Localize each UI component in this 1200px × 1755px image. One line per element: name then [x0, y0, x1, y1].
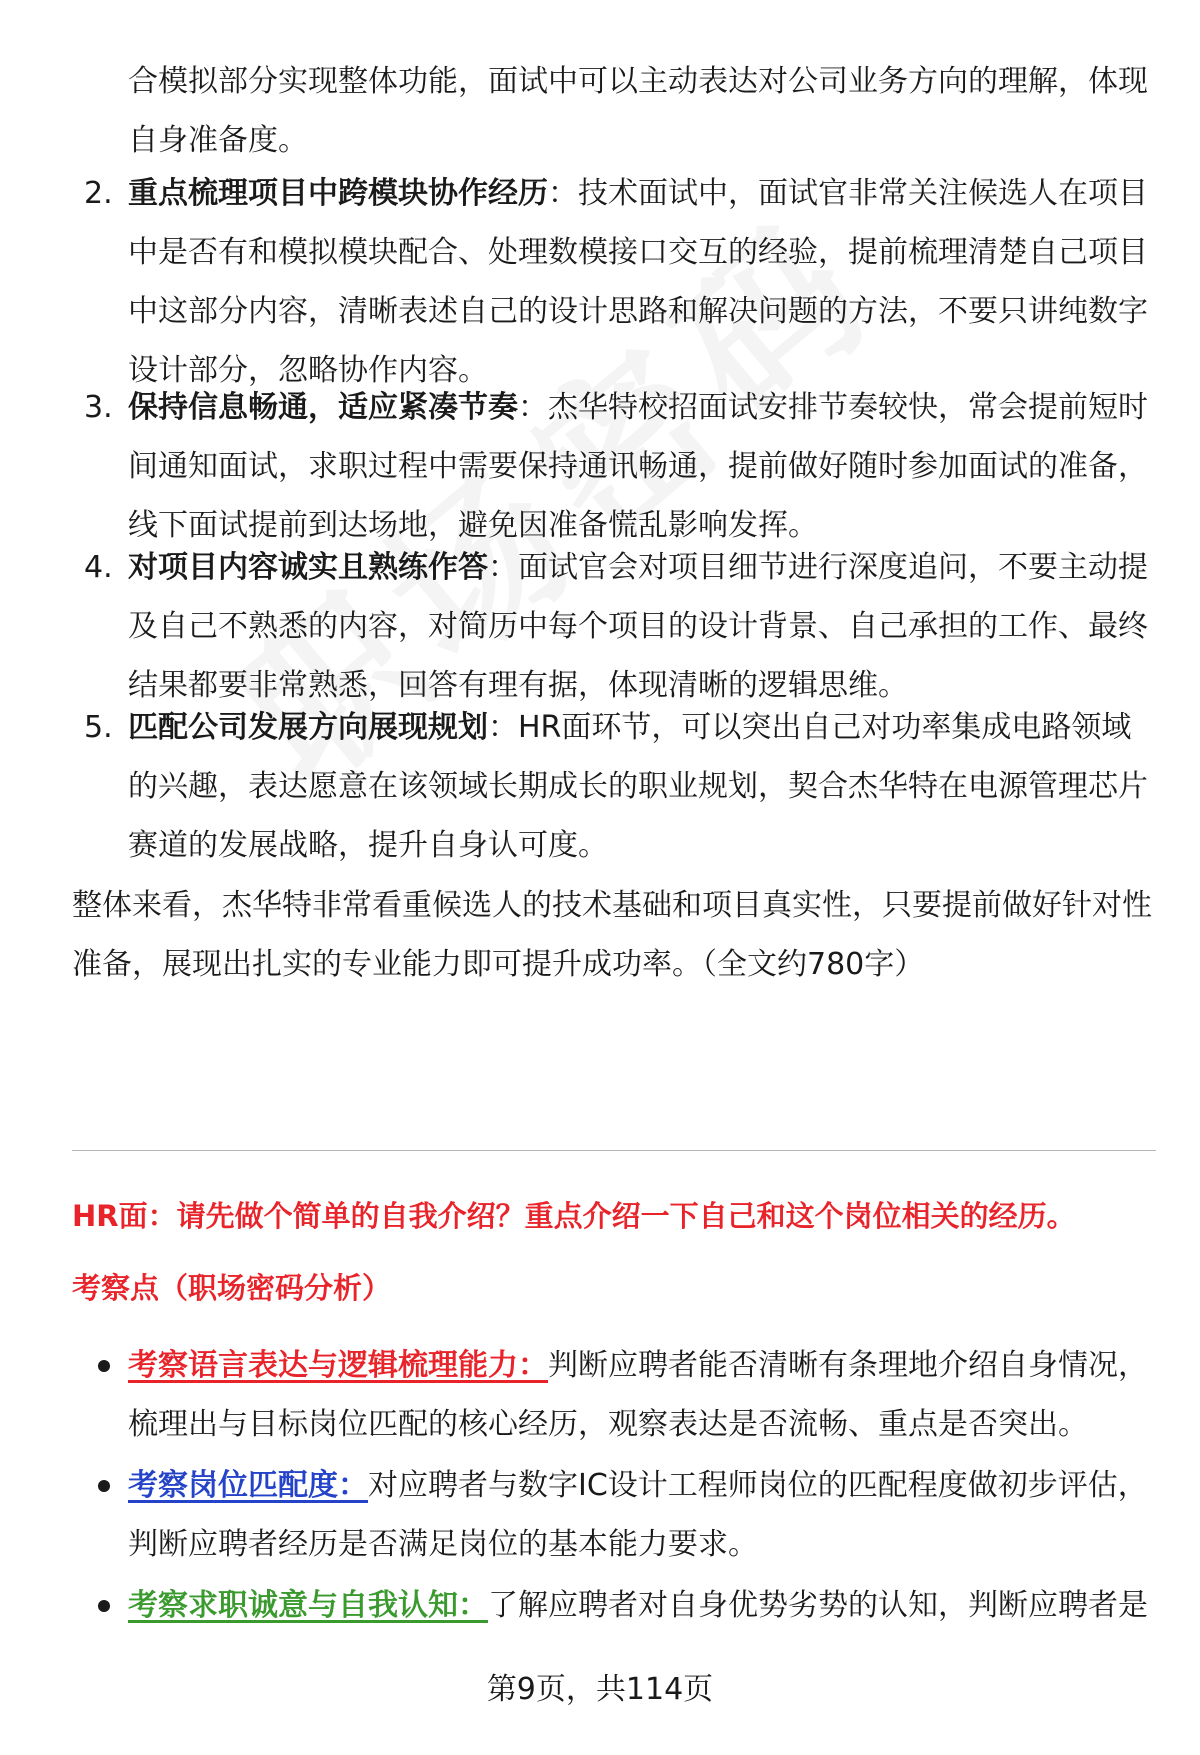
- list-number: 5.: [84, 710, 113, 745]
- list-number: 3.: [84, 390, 113, 425]
- list-text: [128, 378, 1148, 555]
- bullet-dot: [98, 1480, 110, 1492]
- bullet-text: [128, 1336, 1148, 1454]
- list-text: [128, 698, 1148, 875]
- list-number: 2.: [84, 176, 113, 211]
- bullet-dot: [98, 1360, 110, 1372]
- list-text: [128, 538, 1148, 715]
- summary-paragraph: 整体来看，杰华特非常看重候选人的技术基础和项目真实性，只要提前做好针对性准备，展现出扎实的专业能力即可提升成功率。（全文约780字）: [72, 888, 1152, 982]
- list-title: 匹配公司发展方向展现规划: [128, 710, 488, 745]
- list-title: 重点梳理项目中跨模块协作经历: [128, 176, 548, 211]
- list-title: 对项目内容诚实且熟练作答: [128, 550, 488, 585]
- bullet-label: 考察求职诚意与自我认知：: [128, 1588, 488, 1623]
- list-body: ：面试官会对项目细节进行深度追问，不要主动提及自己不熟悉的内容，对简历中每个项目的设计背景、自己承担的工作、最终结果都要非常熟悉，回答有理有据，体现清晰的逻辑思维。: [128, 550, 1148, 703]
- bullet-label: 考察语言表达与逻辑梳理能力：: [128, 1348, 548, 1383]
- page-footer: 第9页，共114页: [486, 1672, 714, 1707]
- list-body: ：杰华特校招面试安排节奏较快，常会提前短时间通知面试，求职过程中需要保持通讯畅通，提前做好随时参加面试的准备，线下面试提前到达场地，避免因准备慌乱影响发挥。: [128, 390, 1148, 543]
- bullet-body: 对应聘者与数字IC设计工程师岗位的匹配程度做初步评估，判断应聘者经历是否满足岗位的基本能力要求。: [128, 1468, 1148, 1562]
- intro-continuation: 合模拟部分实现整体功能，面试中可以主动表达对公司业务方向的理解，体现自身准备度。: [128, 64, 1148, 158]
- list-body: ：HR面环节，可以突出自己对功率集成电路领域的兴趣，表达愿意在该领域长期成长的职业规划，契合杰华特在电源管理芯片赛道的发展战略，提升自身认可度。: [128, 710, 1148, 863]
- list-body: ：技术面试中，面试官非常关注候选人在项目中是否有和模拟模块配合、处理数模接口交互的经验，提前梳理清楚自己项目中这部分内容，清晰表述自己的设计思路和解决问题的方法，不要只讲纯数字设计部分，忽略协作内容。: [128, 176, 1148, 388]
- bullet-label: 考察岗位匹配度：: [128, 1468, 368, 1503]
- interview-question: HR面：请先做个简单的自我介绍？重点介绍一下自己和这个岗位相关的经历。: [72, 1199, 1076, 1233]
- section-title: 考察点（职场密码分析）: [72, 1271, 392, 1305]
- divider: [72, 1150, 1156, 1151]
- list-number: 4.: [84, 550, 113, 585]
- bullet-text: [128, 1576, 1148, 1635]
- bullet-dot: [98, 1600, 110, 1612]
- bullet-text: [128, 1456, 1148, 1574]
- bullet-body: 判断应聘者能否清晰有条理地介绍自身情况，梳理出与目标岗位匹配的核心经历，观察表达是否流畅、重点是否突出。: [128, 1348, 1148, 1442]
- list-text: [128, 164, 1148, 400]
- list-title: 保持信息畅通，适应紧凑节奏: [128, 390, 518, 425]
- bullet-body: 了解应聘者对自身优势劣势的认知，判断应聘者是: [488, 1588, 1148, 1623]
